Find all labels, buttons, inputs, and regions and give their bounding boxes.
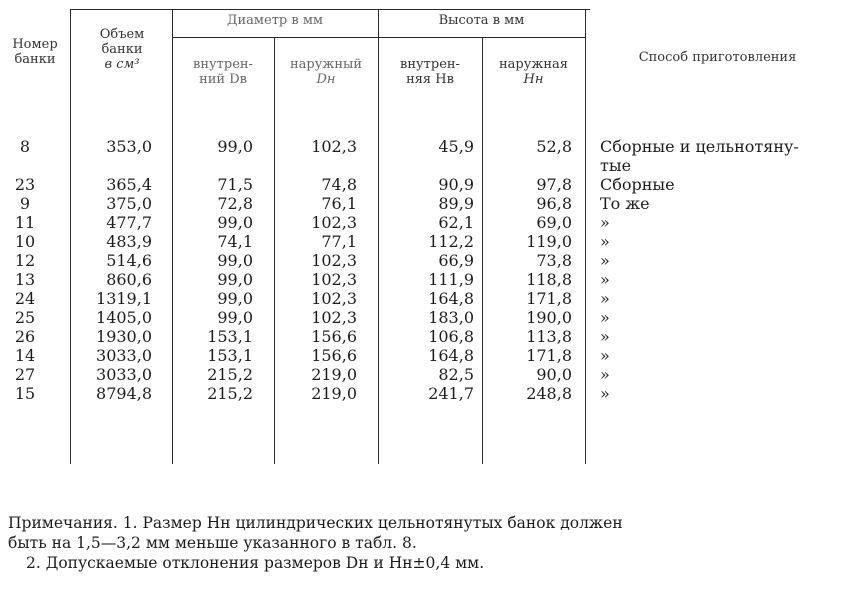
cell-diameter-inner: 99,0	[217, 251, 253, 270]
cell-diameter-outer: 102,3	[311, 251, 357, 270]
cell-method: тые	[600, 156, 632, 175]
cell-number: 24	[14, 289, 36, 308]
cell-height-inner: 106,8	[428, 327, 474, 346]
cell-diameter-inner: 71,5	[217, 175, 253, 194]
cell-diameter-outer: 74,8	[321, 175, 357, 194]
cell-diameter-inner: 99,0	[217, 213, 253, 232]
cell-volume: 1405,0	[96, 308, 152, 327]
cell-diameter-inner: 74,1	[217, 232, 253, 251]
header-diameter-outer: наружный Dн	[289, 57, 363, 87]
cell-diameter-outer: 219,0	[311, 365, 357, 384]
header-top-rule	[70, 9, 590, 10]
cell-height-outer: 52,8	[536, 137, 572, 156]
cell-height-outer: 97,8	[536, 175, 572, 194]
table-row	[0, 194, 850, 213]
cell-height-outer: 118,8	[526, 270, 572, 289]
cell-number: 11	[14, 213, 36, 232]
cell-method: »	[600, 346, 610, 365]
cell-volume: 860,6	[106, 270, 152, 289]
cell-diameter-inner: 99,0	[217, 308, 253, 327]
cell-volume: 353,0	[106, 137, 152, 156]
cell-number: 14	[14, 346, 36, 365]
cell-height-inner: 90,9	[438, 175, 474, 194]
note-line-3: 2. Допускаемые отклонения размеров Dн и Hн±0,4 мм.	[26, 554, 485, 572]
cell-height-outer: 171,8	[526, 289, 572, 308]
cell-height-inner: 183,0	[428, 308, 474, 327]
cell-method: Сборные и цельнотяну-	[600, 137, 799, 156]
cell-height-inner: 82,5	[438, 365, 474, 384]
header-diameter-group: Диаметр в мм	[226, 13, 324, 28]
cell-number: 15	[14, 384, 36, 403]
cell-height-inner: 45,9	[438, 137, 474, 156]
cell-method: »	[600, 384, 610, 403]
cell-number: 13	[14, 270, 36, 289]
cell-volume: 1930,0	[96, 327, 152, 346]
table-row	[0, 384, 850, 403]
cell-diameter-outer: 219,0	[311, 384, 357, 403]
cell-height-outer: 73,8	[536, 251, 572, 270]
cell-height-inner: 66,9	[438, 251, 474, 270]
cell-diameter-inner: 215,2	[207, 365, 253, 384]
cell-volume: 3033,0	[96, 365, 152, 384]
cell-diameter-outer: 77,1	[321, 232, 357, 251]
cell-height-inner: 241,7	[428, 384, 474, 403]
cell-height-inner: 111,9	[428, 270, 474, 289]
cell-number: 10	[14, 232, 36, 251]
cell-number: 23	[14, 175, 36, 194]
cell-height-outer: 119,0	[526, 232, 572, 251]
table-row	[0, 327, 850, 346]
cell-diameter-inner: 153,1	[207, 346, 253, 365]
table-body	[0, 137, 850, 403]
cell-method: »	[600, 232, 610, 251]
cell-diameter-outer: 156,6	[311, 327, 357, 346]
cell-number: 12	[14, 251, 36, 270]
notes-block	[8, 513, 848, 573]
table-row	[0, 289, 850, 308]
cell-diameter-inner: 72,8	[217, 194, 253, 213]
header-height-inner: внутрен- няя Hв	[400, 57, 460, 87]
cell-number: 25	[14, 308, 36, 327]
header-diameter-inner: внутрен- ний Dв	[193, 57, 253, 87]
cell-height-outer: 96,8	[536, 194, 572, 213]
cell-method: »	[600, 327, 610, 346]
cell-diameter-outer: 156,6	[311, 346, 357, 365]
cell-method: »	[600, 365, 610, 384]
header-height-outer: наружная Hн	[499, 57, 568, 87]
table-row	[0, 270, 850, 289]
cell-diameter-inner: 99,0	[217, 137, 253, 156]
table-row	[0, 251, 850, 270]
cell-volume: 8794,8	[96, 384, 152, 403]
header-volume: Объем банки в см³	[99, 27, 145, 72]
table-row	[0, 213, 850, 232]
cell-volume: 514,6	[106, 251, 152, 270]
cell-diameter-inner: 215,2	[207, 384, 253, 403]
table-row	[0, 175, 850, 194]
cell-method: »	[600, 213, 610, 232]
table-row	[0, 308, 850, 327]
cell-number: 9	[19, 194, 31, 213]
cell-method: »	[600, 251, 610, 270]
cell-height-outer: 69,0	[536, 213, 572, 232]
cell-method: Сборные	[600, 175, 675, 194]
cell-volume: 375,0	[106, 194, 152, 213]
cell-diameter-outer: 102,3	[311, 137, 357, 156]
table-row	[0, 365, 850, 384]
cell-diameter-inner: 99,0	[217, 289, 253, 308]
cell-diameter-outer: 102,3	[311, 308, 357, 327]
cell-volume: 1319,1	[96, 289, 152, 308]
cell-volume: 483,9	[106, 232, 152, 251]
cell-height-inner: 112,2	[428, 232, 474, 251]
table-row	[0, 156, 850, 175]
header-number: Номер банки	[12, 37, 58, 67]
cell-diameter-outer: 76,1	[321, 194, 357, 213]
table-row	[0, 137, 850, 156]
header-height-group: Высота в мм	[438, 13, 525, 28]
cell-number: 8	[19, 137, 31, 156]
cell-method: »	[600, 270, 610, 289]
cell-diameter-inner: 99,0	[217, 270, 253, 289]
cell-height-outer: 190,0	[526, 308, 572, 327]
cell-volume: 477,7	[106, 213, 152, 232]
cell-height-inner: 164,8	[428, 346, 474, 365]
note-line-1: Примечания. 1. Размер Hн цилиндрических цельнотянутых банок должен	[8, 514, 623, 532]
cell-height-inner: 62,1	[438, 213, 474, 232]
cell-number: 26	[14, 327, 36, 346]
cell-height-outer: 171,8	[526, 346, 572, 365]
cell-diameter-outer: 102,3	[311, 270, 357, 289]
cell-height-outer: 248,8	[526, 384, 572, 403]
cell-diameter-inner: 153,1	[207, 327, 253, 346]
cell-height-inner: 164,8	[428, 289, 474, 308]
cell-method: »	[600, 308, 610, 327]
note-line-2: быть на 1,5—3,2 мм меньше указанного в табл. 8.	[8, 534, 417, 552]
cell-method: То же	[600, 194, 650, 213]
cell-height-outer: 90,0	[536, 365, 572, 384]
cell-volume: 3033,0	[96, 346, 152, 365]
cell-diameter-outer: 102,3	[311, 289, 357, 308]
table-row	[0, 346, 850, 365]
cell-height-outer: 113,8	[526, 327, 572, 346]
cell-number: 27	[14, 365, 36, 384]
cell-method: »	[600, 289, 610, 308]
header-method: Способ приготовления	[638, 50, 797, 65]
cell-diameter-outer: 102,3	[311, 213, 357, 232]
cell-volume: 365,4	[106, 175, 152, 194]
table-row	[0, 232, 850, 251]
cell-height-inner: 89,9	[438, 194, 474, 213]
